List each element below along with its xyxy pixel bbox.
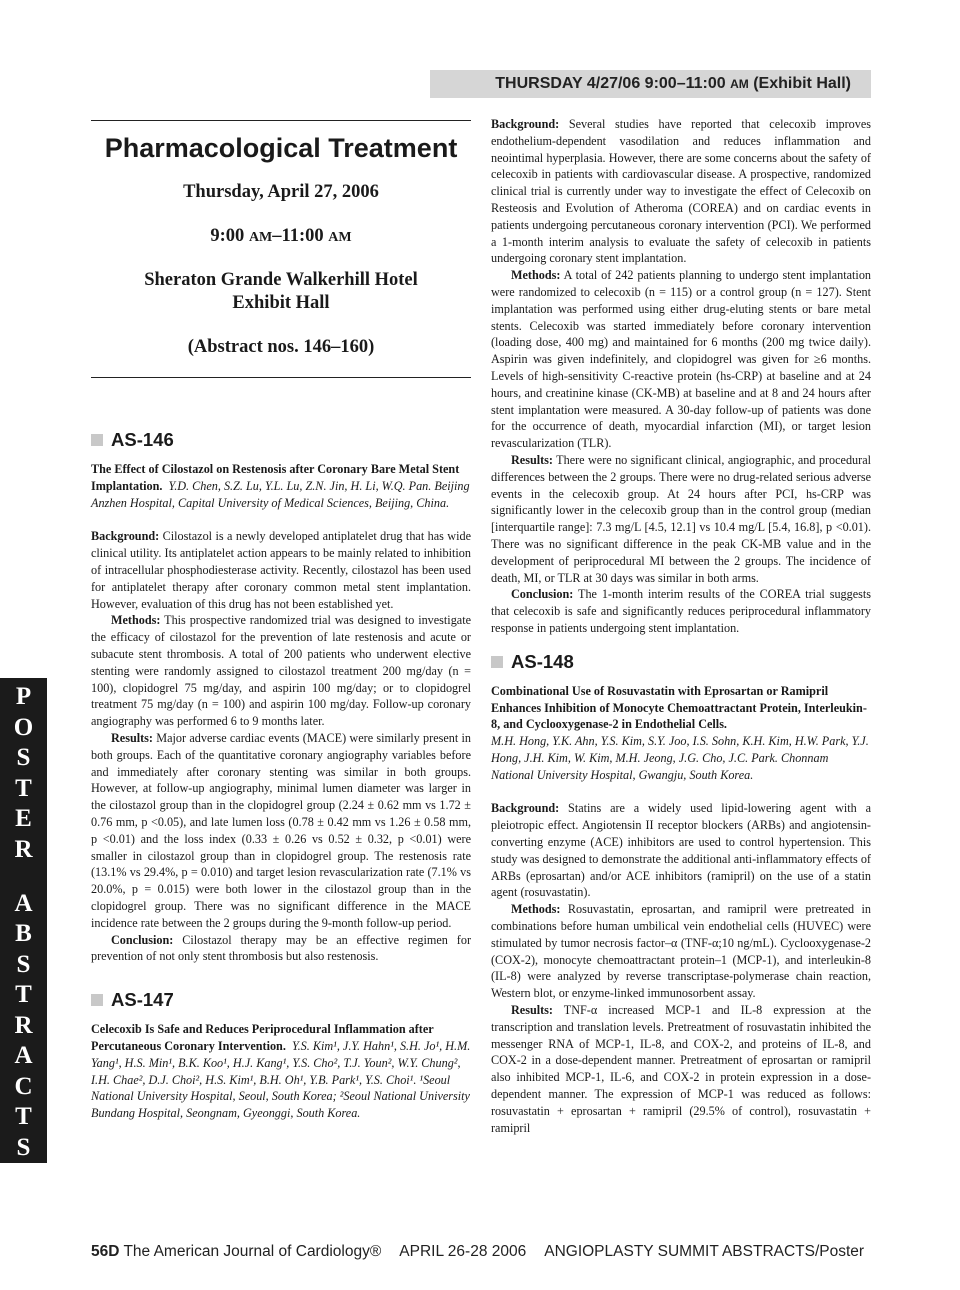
- side-tab-letter: R: [14, 1011, 33, 1039]
- results-label: Results:: [511, 1003, 553, 1018]
- results-label: Results:: [511, 452, 553, 467]
- session-am-2: AM: [328, 230, 352, 245]
- background-paragraph: [491, 800, 871, 901]
- background-text: Several studies have reported that celecoxib improves endothelium-dependent vasodilation and reduces inflammation and neointimal hyperplasia. However, there are some concerns about the safety of celecoxib in patients with cardiovascular disease. A prospective, randomized clinical trial is currently under way to investigate the effect of Celecoxib on Resteosis and Evolution of Atheroma (COREA) and on cardiac events in patients undergoing percutaneous coronary intervention (PCI). We performed a 1-month interim analysis to evaluate the safety of celecoxib in patients undergoing coronary stent implantation.: [491, 117, 871, 266]
- background-paragraph: [491, 116, 871, 267]
- header-am: AM: [730, 77, 749, 91]
- abstract-authors: Y.S. Kim¹, J.Y. Hahn¹, S.H. Jo¹, H.M. Yang¹, H.S. Min¹, B.K. Koo¹, H.J. Kang¹, Y.S. Cho², T.J. Youn², W.Y. Chung², I.H. Chae², D.J. Choi², H.S. Kim¹, B.H. Oh¹, Y.B. Park¹, Y.S. Choi¹. ¹Seoul National University Hospital, Seoul, South Korea; ²Seoul National University Bundang Hospital, Seongnam, Gyeonggi, South Korea.: [91, 1038, 471, 1121]
- results-text: TNF-α increased MCP-1 and IL-8 expression at the transcription and translation levels. Pretreatment of rosuvastatin inhibited the messenger RNA of MCP-1, IL-8, and COX-2, and proteins of IL-8, and COX-2 in a dose-dependent manner. Pretreatment of eprosartan or ramipril also inhibited MCP-1, IL-6, and COX-2 in protein expression in a dose-dependent manner. The expression of MCP-1 was reduced as follows: rosuvastatin + eprosartan + ramipril (29.5% of control), rosuvastatin + ramipril: [491, 1003, 871, 1135]
- results-text: Major adverse cardiac events (MACE) were similarly present in both groups. Each of the quantitative coronary angiography variables before and immediately after coronary stenting was similar in both groups. However, at follow-up angiography, minimal lumen diameter was larger in the cilostazol group than in the clopidogrel group (2.24 ± 0.62 mm vs 1.72 ± 0.76 mm, p <0.05), and late lumen loss (0.78 ± 0.42 mm vs 1.26 ± 0.58 mm, p <0.01) and the loss index (0.33 ± 0.26 vs 0.52 ± 0.32, p <0.01) were smaller in cilostazol group than in clopidogrel group. The restenosis rate (13.1% vs 29.4%, p = 0.010) and target lesion revascularization rate (7.1% vs 20.0%, p = 0.015) were both lower in the cilostazol group than in the clopidogrel group. There was no significant difference in the MACE incidence rate between the 2 groups during the 9-month follow-up period.: [91, 730, 472, 930]
- side-tab-letter: B: [15, 920, 32, 947]
- results-paragraph: [91, 730, 471, 932]
- methods-paragraph: [491, 267, 871, 452]
- abstract-title-block: [91, 1021, 471, 1122]
- page-footer: [91, 1243, 871, 1261]
- session-time-end: –11:00: [272, 226, 324, 246]
- abstract-authors: Y.D. Chen, S.Z. Lu, Y.L. Lu, Z.N. Jin, H. Li, W.Q. Pan. Beijing Anzhen Hospital, Capital University of Medical Sciences, Beijing, China.: [91, 478, 470, 510]
- top-rule: [91, 120, 471, 121]
- side-tab-letter: P: [15, 683, 32, 710]
- side-tab-letter: A: [14, 889, 33, 917]
- session-date: Thursday, April 27, 2006: [183, 182, 379, 202]
- journal-name: The American Journal of Cardiology®: [123, 1243, 382, 1260]
- side-tab-letter: S: [16, 744, 31, 771]
- gray-square-icon: [91, 434, 103, 446]
- abstract-title: Combinational Use of Rosuvastatin with Eprosartan or Ramipril Enhances Inhibition of Monocyte Chemoattractant Protein, Interleukin-8, and Cyclooxygenase-2 in Endothelial Cells.: [491, 683, 867, 732]
- methods-paragraph: [91, 612, 471, 730]
- results-paragraph: [491, 452, 871, 586]
- side-tab-letter: T: [15, 774, 32, 802]
- conclusion-text: The 1-month interim results of the COREA trial suggests that celecoxib is safe and significantly reduces periprocedural inflammatory response in patients undergoing stent implantation.: [491, 587, 872, 635]
- abstract-heading-148: [491, 651, 871, 673]
- abstract-body-148: [491, 800, 871, 1136]
- right-column: [491, 116, 871, 1136]
- abstract-body-146: [91, 528, 471, 965]
- methods-text: Rosuvastatin, eprosartan, and ramipril were pretreated in combinations before human umbilical vein endothelial cells (HUVEC) were stimulated by tumor necrosis factor–α (TNF-α;10 ng/mL). Cyclooxygenase-2 (COX-2), monocyte chemoattractant protein–1 (MCP-1), and interleukin-8 (IL-8) were analyzed by reverse transcriptase-polymerase chain reaction, Western blot, or enzyme-linked immunosorbent assay.: [491, 902, 872, 1001]
- footer-date: APRIL 26-28 2006: [399, 1243, 527, 1260]
- background-label: Background:: [91, 529, 160, 544]
- background-text: Cilostazol is a newly developed antiplatelet drug that has wide clinical utility. Its antiplatelet action appears to be mainly related to inhibition of intracellular phosphodiesterase activity. Recently, cilostazol has been used for antiplatelet therapy after coronary common metal stent implantation. However, evaluation of this drug has not been established yet.: [91, 529, 471, 611]
- section-title: Pharmacological Treatment: [104, 133, 458, 163]
- methods-paragraph: [491, 901, 871, 1002]
- running-header: [430, 70, 871, 98]
- abstract-number: AS-148: [511, 650, 574, 672]
- methods-text: A total of 242 patients planning to undergo stent implantation were randomized to celecoxib (n = 115) or a control group (n = 127). Stent implantation was performed using either drug-eluting stents or bare metal stents. Celecoxib was started immediately before coronary intervention (loading dose, 400 mg) and maintained for 6 months (200 mg twice daily). Aspirin was given indefinitely, and clopidogrel was given for ≥6 months. Levels of high-sensitivity C-reactive protein (hs-CRP) at baseline and at 24 hours, and creatinine kinase (CK-MB) at baseline and at 8 and 24 hours after stent implantation were measured. A 30-day follow-up of patients was done for the occurrence of death, myocardial infarction (MI), or target lesion revascularization (TLR).: [491, 268, 872, 451]
- methods-text: This prospective randomized trial was designed to investigate the efficacy of cilostazol for the prevention of late restenosis and acute or subacute stent thrombosis. A total of 200 patients who underwent elective stenting were randomly assigned to cilostazol treatment 200 mg/day (n = 100), clopidogrel 75 mg/day, and aspirin 100 mg/day; or to clopidogrel treatment 75 mg/day (n = 100) and aspirin 100 mg/day. Follow-up coronary angiography was performed 6 to 9 months later.: [91, 613, 471, 729]
- side-tab-letter: R: [14, 835, 33, 863]
- abstract-heading-147: [91, 989, 471, 1011]
- poster-abstracts-side-tab: [0, 678, 47, 1163]
- background-label: Background:: [491, 117, 560, 131]
- session-abstract-range: (Abstract nos. 146–160): [187, 337, 375, 357]
- side-tab-letter: S: [16, 950, 31, 978]
- header-date-time: THURSDAY 4/27/06 9:00–11:00: [495, 75, 726, 92]
- abstract-number: AS-146: [111, 429, 174, 450]
- session-time: [91, 225, 471, 249]
- results-paragraph: [491, 1002, 871, 1136]
- abstract-heading-146: [91, 429, 471, 451]
- methods-label: Methods:: [511, 268, 561, 283]
- side-tab-letter: E: [15, 805, 32, 832]
- methods-label: Methods:: [111, 613, 161, 628]
- session-venue-line1: Sheraton Grande Walkerhill Hotel: [144, 270, 418, 290]
- side-tab-letter: T: [15, 981, 32, 1008]
- background-label: Background:: [491, 801, 560, 816]
- header-location: (Exhibit Hall): [753, 75, 851, 92]
- side-tab-letter: A: [14, 1042, 33, 1069]
- abstract-number: AS-147: [111, 989, 174, 1011]
- results-label: Results:: [111, 730, 153, 745]
- abstract-title-block: [491, 683, 871, 784]
- conclusion-paragraph: [491, 586, 871, 636]
- abstract-title-block: [91, 461, 471, 511]
- side-tab-letter: S: [16, 1133, 31, 1161]
- gray-square-icon: [491, 656, 503, 668]
- side-tab-letter: C: [14, 1072, 33, 1100]
- methods-label: Methods:: [511, 902, 561, 917]
- background-paragraph: [91, 528, 471, 612]
- conclusion-label: Conclusion:: [511, 587, 574, 602]
- abstract-title: Celecoxib Is Safe and Reduces Periprocedural Inflammation after Percutaneous Coronary Intervention.: [91, 1022, 434, 1053]
- session-time-start: 9:00: [210, 226, 245, 246]
- conclusion-text: Cilostazol therapy may be an effective regimen for prevention of not only stent thrombosis but also restenosis.: [91, 932, 472, 964]
- footer-summit: ANGIOPLASTY SUMMIT ABSTRACTS/Poster: [544, 1243, 865, 1260]
- bottom-rule: [91, 377, 471, 378]
- page-number: 56D: [91, 1243, 120, 1260]
- background-text: Statins are a widely used lipid-lowering agent with a pleiotropic effect. Angiotensin II receptor blockers (ARBs) and angiotensin-converting enzyme (ACE) inhibitors are used to control hypertension. This study was designed to demonstrate the additional anti-inflammatory effects of ARBs (eprosartan) and/or ACE inhibitors (ramipril) on the use of a statin agent (rosuvastatin).: [491, 801, 872, 900]
- conclusion-label: Conclusion:: [111, 932, 174, 947]
- abstract-body-147: [491, 116, 871, 637]
- gray-square-icon: [91, 994, 103, 1006]
- abstract-authors: M.H. Hong, Y.K. Ahn, Y.S. Kim, S.Y. Joo, I.S. Sohn, K.H. Kim, H.W. Park, Y.J. Hong, J.H. Kim, W. Kim, M.H. Jeong, J.G. Cho, J.C. Park. Chonnam National University Hospital, Gwangju, South Korea.: [491, 734, 869, 782]
- session-venue-line2: Exhibit Hall: [232, 293, 330, 313]
- side-tab-letter: O: [13, 713, 34, 741]
- results-text: There were no significant clinical, angiographic, and procedural differences between the 2 groups. There were no drug-related serious adverse events in the celecoxib group. At 24 hours after PCI, hs-CRP was significantly lower in the celecoxib group than in the control group (median [interquartile range]: 7.3 mg/L [4.5, 12.1] vs 10.4 mg/L [5.4, 16.8], p <0.01). There was no significant difference in the peak CK-MB value and in the development of periprocedural MI between the 2 groups. The incidence of death, MI, or TLR at 30 days was similar in both arms.: [491, 452, 872, 585]
- left-column: [91, 120, 471, 1122]
- conclusion-paragraph: [91, 932, 471, 966]
- session-am-1: AM: [248, 230, 273, 245]
- side-tab-letter: T: [15, 1103, 32, 1130]
- abstract-title: The Effect of Cilostazol on Restenosis after Coronary Bare Metal Stent Implantation.: [91, 462, 460, 493]
